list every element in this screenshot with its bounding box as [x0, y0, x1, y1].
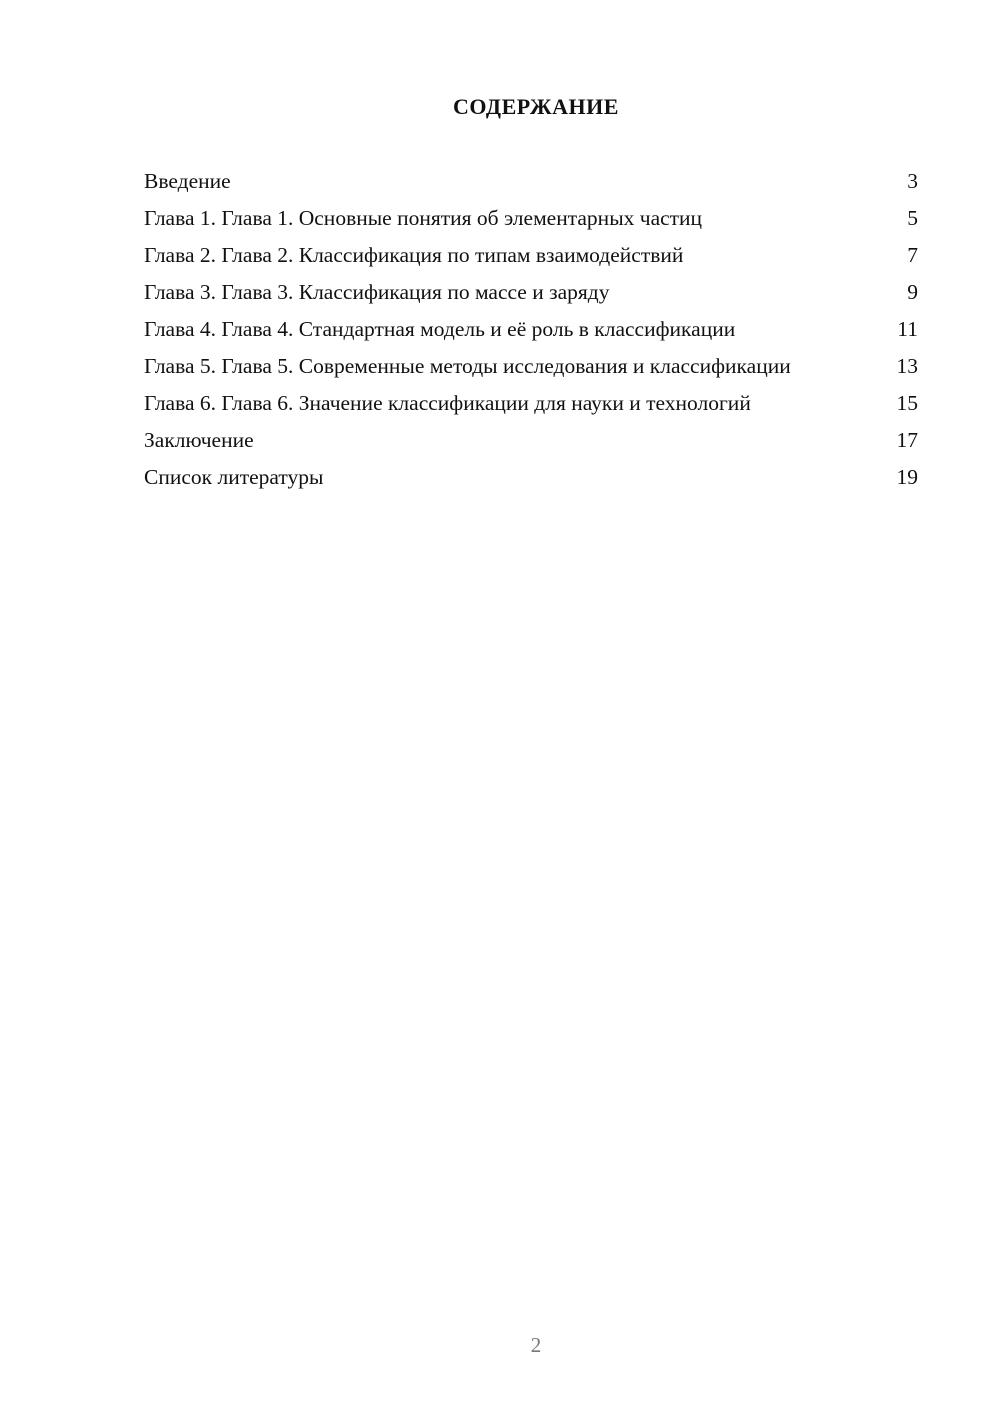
toc-entry-title: Введение [144, 169, 231, 193]
toc-entry-page: 17 [896, 428, 918, 452]
toc-entry-title: Глава 3. Глава 3. Классификация по массе и заряду [144, 280, 610, 304]
toc-entry-chapter-3 [144, 279, 918, 306]
toc-entry-chapter-4 [144, 316, 918, 343]
toc-heading: СОДЕРЖАНИЕ [453, 94, 619, 119]
toc-entry-page: 7 [907, 243, 918, 267]
toc-entry-title: Список литературы [144, 465, 324, 489]
toc-entry-chapter-1 [144, 205, 918, 232]
toc-entry-title: Глава 4. Глава 4. Стандартная модель и её роль в классификации [144, 317, 736, 341]
toc-entry-title: Заключение [144, 428, 254, 452]
table-of-contents [144, 168, 918, 501]
toc-entry-chapter-6 [144, 390, 918, 417]
toc-entry-title: Глава 6. Глава 6. Значение классификации для науки и технологий [144, 391, 751, 415]
toc-entry-chapter-2 [144, 242, 918, 269]
toc-entry-title: Глава 5. Глава 5. Современные методы исследования и классификации [144, 354, 791, 378]
toc-entry-conclusion [144, 427, 918, 454]
toc-entry-page: 13 [896, 354, 918, 378]
toc-entry-title: Глава 1. Глава 1. Основные понятия об элементарных частиц [144, 206, 703, 230]
toc-entry-introduction [144, 168, 918, 195]
toc-entry-page: 5 [907, 206, 918, 230]
toc-entry-page: 19 [896, 465, 918, 489]
toc-entry-page: 11 [897, 317, 918, 341]
toc-entry-chapter-5 [144, 353, 918, 380]
toc-entry-page: 3 [907, 169, 918, 193]
toc-entry-references [144, 464, 918, 491]
toc-entry-page: 9 [907, 280, 918, 304]
toc-entry-page: 15 [896, 391, 918, 415]
toc-entry-title: Глава 2. Глава 2. Классификация по типам взаимодействий [144, 243, 684, 267]
page-number: 2 [530, 1333, 542, 1357]
